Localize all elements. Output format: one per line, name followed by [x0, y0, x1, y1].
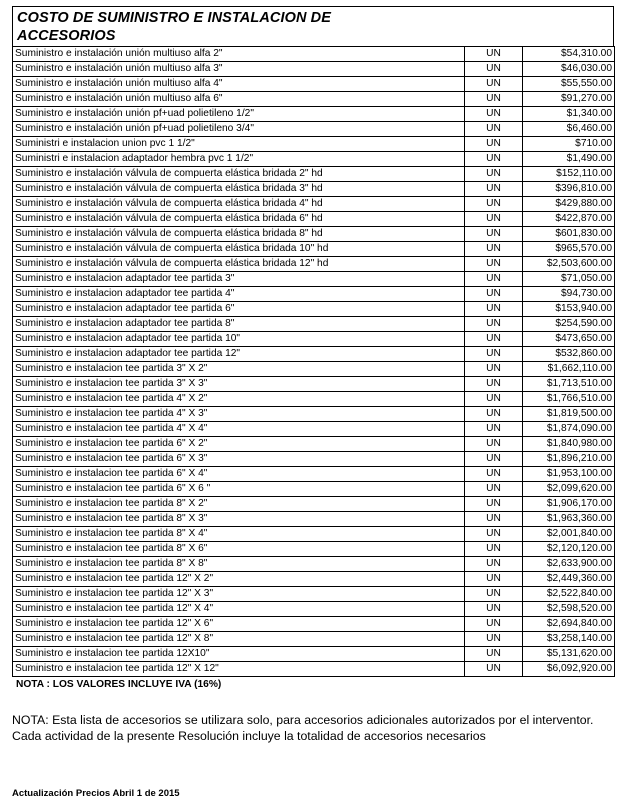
table-row — [13, 662, 615, 677]
item-unit: UN — [465, 407, 523, 422]
item-price: $6,092,920.00 — [523, 662, 615, 677]
item-unit: UN — [465, 92, 523, 107]
table-row — [13, 587, 615, 602]
item-description: Suministro e instalacion adaptador tee partida 10" — [13, 332, 465, 347]
item-unit: UN — [465, 137, 523, 152]
item-price: $152,110.00 — [523, 167, 615, 182]
table-row — [13, 47, 615, 62]
item-description: Suministro e instalacion adaptador tee partida 4" — [13, 287, 465, 302]
table-row — [13, 467, 615, 482]
table-row — [13, 332, 615, 347]
item-description: Suministro e instalación válvula de compuerta elástica bridada 8" hd — [13, 227, 465, 242]
item-unit: UN — [465, 272, 523, 287]
table-row — [13, 437, 615, 452]
table-row — [13, 107, 615, 122]
item-description: Suministro e instalación válvula de compuerta elástica bridada 2" hd — [13, 167, 465, 182]
table-row — [13, 212, 615, 227]
item-unit: UN — [465, 107, 523, 122]
item-description: Suministro e instalacion adaptador tee partida 6" — [13, 302, 465, 317]
table-row — [13, 542, 615, 557]
item-unit: UN — [465, 242, 523, 257]
item-price: $2,449,360.00 — [523, 572, 615, 587]
item-unit: UN — [465, 62, 523, 77]
table-row — [13, 602, 615, 617]
item-description: Suministro e instalacion tee partida 8" X 3" — [13, 512, 465, 527]
table-row — [13, 317, 615, 332]
item-price: $1,840,980.00 — [523, 437, 615, 452]
items-table-body — [13, 47, 615, 677]
table-row — [13, 632, 615, 647]
item-unit: UN — [465, 317, 523, 332]
title-line-1: COSTO DE SUMINISTRO E INSTALACION DE — [17, 10, 332, 26]
table-row — [13, 647, 615, 662]
item-price: $396,810.00 — [523, 182, 615, 197]
item-unit: UN — [465, 152, 523, 167]
item-description: Suministro e instalación unión multiuso alfa 2" — [13, 47, 465, 62]
item-price: $71,050.00 — [523, 272, 615, 287]
item-unit: UN — [465, 512, 523, 527]
item-description: Suministro e instalacion tee partida 12" X 3" — [13, 587, 465, 602]
item-unit: UN — [465, 197, 523, 212]
item-unit: UN — [465, 332, 523, 347]
item-price: $55,550.00 — [523, 77, 615, 92]
item-price: $254,590.00 — [523, 317, 615, 332]
sheet-title — [12, 6, 614, 46]
item-price: $473,650.00 — [523, 332, 615, 347]
item-description: Suministro e instalacion tee partida 3" X 2" — [13, 362, 465, 377]
table-row — [13, 407, 615, 422]
item-description: Suministro e instalacion tee partida 6" X 6 " — [13, 482, 465, 497]
item-description: Suministro e instalacion tee partida 8" X 8" — [13, 557, 465, 572]
item-description: Suministro e instalacion tee partida 4" X 2" — [13, 392, 465, 407]
item-unit: UN — [465, 542, 523, 557]
item-description: Suministro e instalacion tee partida 6" X 4" — [13, 467, 465, 482]
table-row — [13, 347, 615, 362]
item-price: $1,490.00 — [523, 152, 615, 167]
item-description: Suministro e instalacion adaptador tee partida 8" — [13, 317, 465, 332]
item-price: $1,713,510.00 — [523, 377, 615, 392]
table-row — [13, 227, 615, 242]
item-description: Suministro e instalacion tee partida 12X10" — [13, 647, 465, 662]
table-row — [13, 167, 615, 182]
item-unit: UN — [465, 602, 523, 617]
item-price: $1,662,110.00 — [523, 362, 615, 377]
item-unit: UN — [465, 662, 523, 677]
item-price: $1,874,090.00 — [523, 422, 615, 437]
item-unit: UN — [465, 467, 523, 482]
item-price: $2,598,520.00 — [523, 602, 615, 617]
item-description: Suministri e instalacion union pvc 1 1/2" — [13, 137, 465, 152]
item-unit: UN — [465, 617, 523, 632]
table-row — [13, 392, 615, 407]
table-row — [13, 557, 615, 572]
item-description: Suministri e instalacion adaptador hembra pvc 1 1/2" — [13, 152, 465, 167]
item-description: Suministro e instalacion tee partida 8" X 4" — [13, 527, 465, 542]
item-unit: UN — [465, 287, 523, 302]
item-description: Suministro e instalacion tee partida 12" X 8" — [13, 632, 465, 647]
item-unit: UN — [465, 557, 523, 572]
table-row — [13, 482, 615, 497]
item-price: $429,880.00 — [523, 197, 615, 212]
item-unit: UN — [465, 437, 523, 452]
item-price: $54,310.00 — [523, 47, 615, 62]
item-unit: UN — [465, 377, 523, 392]
item-unit: UN — [465, 227, 523, 242]
table-row — [13, 197, 615, 212]
item-price: $965,570.00 — [523, 242, 615, 257]
table-row — [13, 302, 615, 317]
item-price: $3,258,140.00 — [523, 632, 615, 647]
table-row — [13, 242, 615, 257]
item-price: $2,099,620.00 — [523, 482, 615, 497]
item-unit: UN — [465, 632, 523, 647]
table-row — [13, 257, 615, 272]
item-unit: UN — [465, 647, 523, 662]
item-description: Suministro e instalacion tee partida 8" X 6" — [13, 542, 465, 557]
item-unit: UN — [465, 77, 523, 92]
item-unit: UN — [465, 302, 523, 317]
item-description: Suministro e instalación unión multiuso alfa 3" — [13, 62, 465, 77]
item-price: $710.00 — [523, 137, 615, 152]
table-row — [13, 137, 615, 152]
table-row — [13, 617, 615, 632]
item-description: Suministro e instalacion tee partida 3" X 3" — [13, 377, 465, 392]
table-row — [13, 422, 615, 437]
item-description: Suministro e instalación unión multiuso alfa 4" — [13, 77, 465, 92]
item-description: Suministro e instalacion tee partida 12" X 2" — [13, 572, 465, 587]
item-unit: UN — [465, 212, 523, 227]
table-row — [13, 377, 615, 392]
item-price: $1,766,510.00 — [523, 392, 615, 407]
table-row — [13, 527, 615, 542]
item-description: Suministro e instalacion tee partida 6" X 3" — [13, 452, 465, 467]
table-row — [13, 62, 615, 77]
table-row — [13, 272, 615, 287]
item-price: $46,030.00 — [523, 62, 615, 77]
item-description: Suministro e instalación válvula de compuerta elástica bridada 12" hd — [13, 257, 465, 272]
item-price: $153,940.00 — [523, 302, 615, 317]
table-row — [13, 287, 615, 302]
item-description: Suministro e instalacion tee partida 4" X 4" — [13, 422, 465, 437]
table-row — [13, 92, 615, 107]
item-price: $1,906,170.00 — [523, 497, 615, 512]
item-unit: UN — [465, 422, 523, 437]
table-row — [13, 452, 615, 467]
item-description: Suministro e instalación válvula de compuerta elástica bridada 10" hd — [13, 242, 465, 257]
item-description: Suministro e instalación unión pf+uad polietileno 1/2" — [13, 107, 465, 122]
item-description: Suministro e instalacion tee partida 6" X 2" — [13, 437, 465, 452]
item-unit: UN — [465, 392, 523, 407]
item-price: $2,120,120.00 — [523, 542, 615, 557]
item-price: $422,870.00 — [523, 212, 615, 227]
item-description: Suministro e instalacion tee partida 12" X 12" — [13, 662, 465, 677]
item-price: $2,001,840.00 — [523, 527, 615, 542]
item-description: Suministro e instalacion tee partida 8" X 2" — [13, 497, 465, 512]
item-price: $94,730.00 — [523, 287, 615, 302]
iva-note: NOTA : LOS VALORES INCLUYE IVA (16%) — [16, 679, 222, 690]
table-row — [13, 362, 615, 377]
item-unit: UN — [465, 167, 523, 182]
table-row — [13, 77, 615, 92]
item-price: $2,522,840.00 — [523, 587, 615, 602]
item-description: Suministro e instalación válvula de compuerta elástica bridada 3" hd — [13, 182, 465, 197]
price-sheet — [12, 6, 614, 692]
item-price: $1,340.00 — [523, 107, 615, 122]
item-price: $2,694,840.00 — [523, 617, 615, 632]
item-unit: UN — [465, 497, 523, 512]
table-row — [13, 497, 615, 512]
item-price: $91,270.00 — [523, 92, 615, 107]
item-price: $2,503,600.00 — [523, 257, 615, 272]
item-unit: UN — [465, 572, 523, 587]
item-description: Suministro e instalacion adaptador tee partida 3" — [13, 272, 465, 287]
item-unit: UN — [465, 587, 523, 602]
item-unit: UN — [465, 527, 523, 542]
update-date: Actualización Precios Abril 1 de 2015 — [12, 788, 180, 799]
table-row — [13, 122, 615, 137]
table-row — [13, 512, 615, 527]
item-price: $5,131,620.00 — [523, 647, 615, 662]
table-row — [13, 152, 615, 167]
item-unit: UN — [465, 362, 523, 377]
item-unit: UN — [465, 122, 523, 137]
item-price: $532,860.00 — [523, 347, 615, 362]
item-price: $1,896,210.00 — [523, 452, 615, 467]
item-description: Suministro e instalacion tee partida 12" X 4" — [13, 602, 465, 617]
item-unit: UN — [465, 182, 523, 197]
usage-note: NOTA: Esta lista de accesorios se utilizara solo, para accesorios adicionales autorizados por el interventor. Cada actividad de la presente Resolución incluye la totalidad de accesorios necesarios — [12, 713, 594, 743]
item-description: Suministro e instalación válvula de compuerta elástica bridada 4" hd — [13, 197, 465, 212]
item-price: $1,953,100.00 — [523, 467, 615, 482]
item-description: Suministro e instalacion tee partida 12" X 6" — [13, 617, 465, 632]
item-description: Suministro e instalación unión pf+uad polietileno 3/4" — [13, 122, 465, 137]
item-price: $1,819,500.00 — [523, 407, 615, 422]
item-price: $2,633,900.00 — [523, 557, 615, 572]
item-price: $6,460.00 — [523, 122, 615, 137]
item-description: Suministro e instalacion tee partida 4" X 3" — [13, 407, 465, 422]
item-description: Suministro e instalación válvula de compuerta elástica bridada 6" hd — [13, 212, 465, 227]
table-row — [13, 572, 615, 587]
item-price: $601,830.00 — [523, 227, 615, 242]
item-unit: UN — [465, 47, 523, 62]
item-unit: UN — [465, 482, 523, 497]
item-unit: UN — [465, 257, 523, 272]
item-unit: UN — [465, 347, 523, 362]
item-unit: UN — [465, 452, 523, 467]
item-price: $1,963,360.00 — [523, 512, 615, 527]
table-row — [13, 182, 615, 197]
item-description: Suministro e instalacion adaptador tee partida 12" — [13, 347, 465, 362]
item-description: Suministro e instalación unión multiuso alfa 6" — [13, 92, 465, 107]
items-table — [12, 46, 615, 677]
title-line-2: ACCESORIOS — [17, 28, 116, 44]
